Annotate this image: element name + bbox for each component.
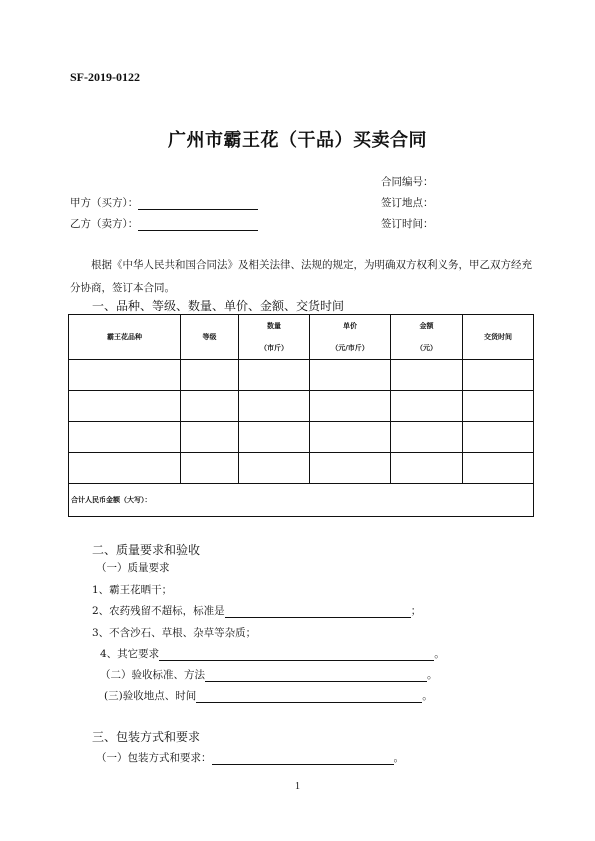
document-code: SF-2019-0122: [70, 70, 140, 84]
table-cell[interactable]: [310, 453, 391, 484]
table-cell[interactable]: [310, 360, 391, 391]
product-table: [68, 314, 534, 517]
page-number: 1: [295, 781, 300, 792]
table-cell[interactable]: [391, 453, 463, 484]
table-cell[interactable]: [310, 422, 391, 453]
table-row: [69, 422, 534, 453]
party-a-field[interactable]: [138, 197, 258, 210]
total-amount-cell[interactable]: [69, 484, 534, 517]
table-cell[interactable]: [463, 453, 534, 484]
col-header-grade: 等级: [181, 315, 239, 360]
table-cell[interactable]: [239, 453, 310, 484]
acceptance-method-field[interactable]: [205, 669, 427, 682]
table-cell[interactable]: [239, 360, 310, 391]
sign-time-label: 签订时间：: [381, 218, 434, 230]
table-cell[interactable]: [181, 391, 239, 422]
quality-subheading: （一）质量要求: [96, 562, 170, 574]
table-header-row: [69, 315, 534, 360]
table-total-row: [69, 484, 534, 517]
table-cell[interactable]: [181, 360, 239, 391]
table-cell[interactable]: [391, 360, 463, 391]
pesticide-standard-field[interactable]: [225, 605, 411, 618]
contract-no-label: 合同编号：: [381, 176, 434, 188]
contract-title: 广州市霸王花（干品）买卖合同: [168, 130, 427, 151]
col-header-amount: 金额 （元）: [391, 315, 463, 360]
table-cell[interactable]: [69, 391, 181, 422]
col-header-unit-price: 单价 （元/市斤）: [310, 315, 391, 360]
party-a-label: 甲方（买方）：: [70, 197, 139, 209]
table-row: [69, 453, 534, 484]
table-cell[interactable]: [181, 422, 239, 453]
table-cell[interactable]: [239, 391, 310, 422]
section3-heading: 三、包装方式和要求: [92, 730, 201, 744]
party-b-label: 乙方（卖方）：: [70, 218, 139, 230]
other-requirements-field[interactable]: [159, 648, 434, 661]
party-b-field[interactable]: [138, 218, 258, 231]
acceptance-method-row: （二）验收标准、方法 。: [100, 669, 438, 681]
sign-place-label: 签订地点：: [381, 197, 434, 209]
quality-item-1: 1、霸王花晒干；: [92, 584, 173, 596]
table-cell[interactable]: [463, 391, 534, 422]
table-cell[interactable]: [463, 422, 534, 453]
acceptance-place-field[interactable]: [196, 690, 422, 703]
quality-item-4: 4、其它要求 。: [100, 648, 445, 660]
col-header-delivery-time: 交货时间: [463, 315, 534, 360]
total-amount-label: 合计人民币金额（大写）：: [71, 496, 152, 504]
intro-paragraph: 根据《中华人民共和国合同法》及相关法律、法规的规定，为明确双方权利义务，甲乙双方经充分协商，签订本合同。: [70, 259, 532, 294]
table-row: [69, 360, 534, 391]
table-cell[interactable]: [69, 360, 181, 391]
table-cell[interactable]: [463, 360, 534, 391]
table-row: [69, 391, 534, 422]
col-header-variety: 霸王花品种: [69, 315, 181, 360]
table-cell[interactable]: [69, 422, 181, 453]
party-b-row: [70, 216, 258, 231]
quality-item-3: 3、不含沙石、草根、杂草等杂质；: [92, 627, 257, 639]
packaging-row: （一）包装方式和要求： 。: [96, 752, 404, 764]
table-cell[interactable]: [391, 391, 463, 422]
table-cell[interactable]: [391, 422, 463, 453]
quality-item-2: 2、农药残留不超标，标准是 ；: [92, 605, 422, 617]
party-a-row: [70, 195, 258, 210]
section1-heading: 一、品种、等级、数量、单价、金额、交货时间: [92, 299, 345, 313]
col-header-quantity: 数量 （市斤）: [239, 315, 310, 360]
table-cell[interactable]: [239, 422, 310, 453]
table-cell[interactable]: [69, 453, 181, 484]
packaging-field[interactable]: [212, 752, 394, 765]
table-cell[interactable]: [181, 453, 239, 484]
acceptance-place-row: (三)验收地点、时间 。: [104, 690, 433, 702]
table-cell[interactable]: [310, 391, 391, 422]
section2-heading: 二、质量要求和验收: [92, 543, 201, 557]
